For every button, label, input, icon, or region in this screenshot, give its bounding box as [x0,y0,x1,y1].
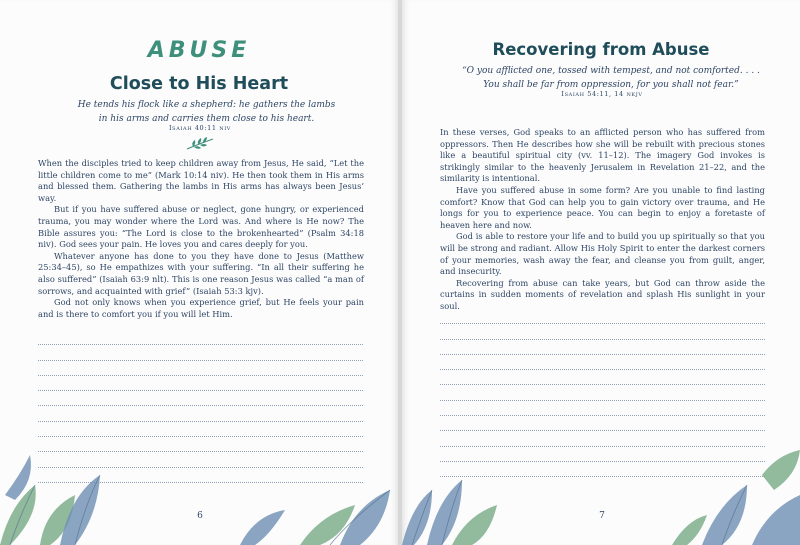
journal-line[interactable] [440,324,765,339]
scripture-line-1: “O you afflicted one, tossed with tempest, and not comforted. . . . [462,66,760,76]
journal-line[interactable] [440,355,765,370]
leaf-border-icon [402,435,800,545]
scripture-quote [462,64,760,92]
journal-line[interactable] [440,309,765,324]
devotion-title: Close to His Heart [109,74,289,94]
journal-line[interactable] [440,385,765,400]
category-heading: ABUSE [147,38,251,63]
body-paragraph: Whatever anyone has done to you they have done to Jesus (Matthew 25:34–45), so He empathizes with your suffering. “In all their suffering he also suffered” (Isaiah 63:9 nlt). This is one reason Jesus was called “a man of sorrows, and acquainted with grief” (Isaiah 53:3 kjv). [38,250,364,296]
journal-line[interactable] [38,406,363,421]
journal-line[interactable] [38,376,363,391]
scripture-reference: Isaiah 54:11, 14 nkjv [561,90,643,98]
devotion-title: Recovering from Abuse [492,40,710,59]
scripture-reference: Isaiah 40:11 niv [169,124,231,132]
scripture-quote [60,98,353,126]
body-paragraph: In these verses, God speaks to an afflicted person who has suffered from oppressors. Then He describes how she will be rebuilt with precious stones like a beautiful spiritual city (vv. 11–12). The imagery God invokes is strikingly similar to the heavenly Jerusalem in Revelation 21–22, and the similarity is intentional. [440,127,765,184]
journal-line[interactable] [38,345,363,360]
scripture-line-1: He tends his flock like a shepherd: he gathers the lambs [77,100,336,110]
body-paragraph: God not only knows when you experience grief, but He feels your pain and is there to comfort you if you will let Him. [38,297,364,319]
journal-line[interactable] [440,340,765,355]
scripture-line-2: in his arms and carries them close to his heart. [98,114,315,124]
body-paragraph: Have you suffered abuse in some form? Are you unable to find lasting comfort? Know that God can help you to gain victory over trauma, and He longs for you to experience peace. You can begin to enjoy a foretaste of heaven here and now. [440,184,765,230]
body-paragraph: But if you have suffered abuse or neglect, gone hungry, or experienced trauma, you may wonder where the Lord was. And where is He now? The Bible assures you: “The Lord is close to the brokenhearted” (Psalm 34:18 niv). God sees your pain. He loves you and cares deeply for you. [38,204,364,250]
journal-line[interactable] [440,401,765,416]
leaf-border-icon [0,435,398,545]
right-page [402,0,800,545]
page-number: 6 [197,511,203,521]
journal-line[interactable] [38,330,363,345]
body-paragraph: When the disciples tried to keep children away from Jesus, He said, “Let the little children come to me” (Mark 10:14 niv). He then took them in His arms and blessed them. Gathering the lambs in His arms has always been Jesus’ way. [38,158,364,203]
devotion-body [440,127,765,313]
journal-line[interactable] [38,361,363,376]
left-page [0,0,398,545]
devotion-body [38,158,364,320]
journal-line[interactable] [440,416,765,431]
page-number: 7 [599,511,605,521]
body-paragraph: God is able to restore your life and to build you up spiritually so that you will be strong and radiant. Allow His Holy Spirit to enter the darkest corners of your memories, wash away the fear, and cleanse you from guilt, anger, and insecurity. [440,231,765,277]
journal-line[interactable] [38,391,363,406]
scripture-line-2: You shall be far from oppression, for you shall not fear.” [483,80,739,90]
body-paragraph: Recovering from abuse can take years, but God can throw aside the curtains in sudden moments of revelation and splash His sunlight in your soul. [440,277,765,311]
journal-line[interactable] [440,370,765,385]
sprig-ornament-icon [185,137,215,151]
